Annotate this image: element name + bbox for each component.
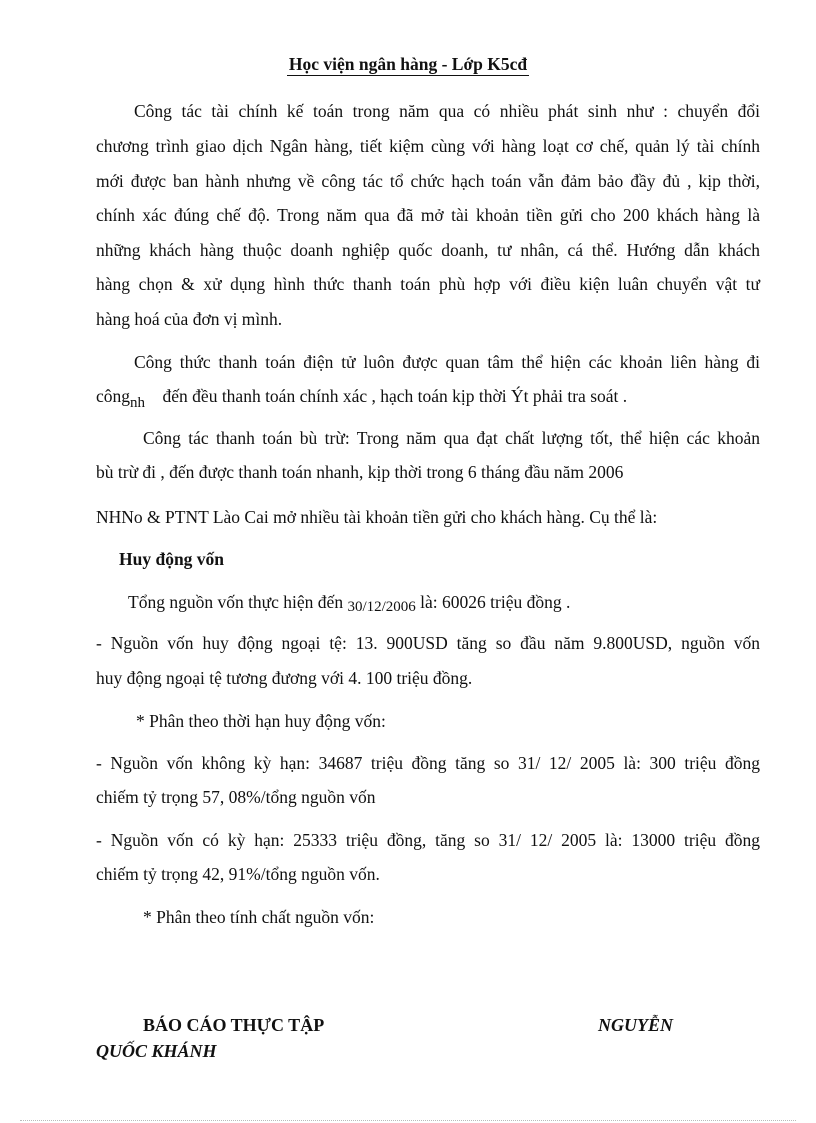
paragraph-1-line-3: mới được ban hành nhưng về công tác tổ chức hạch toán vẫn đảm bảo đầy đủ , kịp thời,	[96, 171, 760, 191]
page-bottom-divider	[20, 1120, 796, 1121]
total-line-date: 30/12/2006	[347, 599, 416, 615]
foreign-currency-line-2: huy động ngoại tệ tương đương với 4. 100 triệu đồng.	[96, 668, 473, 688]
paragraph-2-line-2	[96, 385, 627, 409]
paragraph-2-line-1: Công thức thanh toán điện tử luôn được quan tâm thể hiện các khoản liên hàng đi	[134, 352, 760, 372]
by-term-heading: * Phân theo thời hạn huy động vốn:	[136, 711, 386, 731]
term-line-2: chiếm tỷ trọng 42, 91%/tổng nguồn vốn.	[96, 864, 380, 884]
foreign-currency-line-1: - Nguồn vốn huy động ngoại tệ: 13. 900USD tăng so đầu năm 9.800USD, nguồn vốn	[96, 633, 760, 653]
paragraph-1-line-6: hàng chọn & xử dụng hình thức thanh toán phù hợp với điều kiện luân chuyển vật tư	[96, 274, 760, 294]
paragraph-3-line-1: Công tác thanh toán bù trừ: Trong năm qua đạt chất lượng tốt, thể hiện các khoản	[143, 428, 760, 448]
by-nature-heading: * Phân theo tính chất nguồn vốn:	[143, 907, 375, 927]
paragraph-1-line-2: chương trình giao dịch Ngân hàng, tiết kiệm cùng với hàng loạt cơ chế, quản lý tài chính	[96, 136, 760, 156]
non-term-line-1: - Nguồn vốn không kỳ hạn: 34687 triệu đồng tăng so 31/ 12/ 2005 là: 300 triệu đồng	[96, 753, 760, 773]
footer-author-last: QUỐC KHÁNH	[96, 1041, 217, 1061]
paragraph-1-line-1: Công tác tài chính kế toán trong năm qua có nhiều phát sinh như : chuyển đổi	[134, 101, 760, 121]
footer-author-first: NGUYỄN	[598, 1015, 673, 1035]
total-line-end: là: 60026 triệu đồng .	[420, 592, 571, 612]
page-header	[0, 53, 816, 75]
paragraph-2-subscript: nh	[130, 395, 146, 411]
footer-report-label: BÁO CÁO THỰC TẬP	[143, 1015, 325, 1035]
non-term-line-2: chiếm tỷ trọng 57, 08%/tổng nguồn vốn	[96, 787, 376, 807]
section-heading: Huy động vốn	[119, 549, 225, 569]
paragraph-2-start: công	[96, 386, 131, 406]
paragraph-4: NHNo & PTNT Lào Cai mở nhiều tài khoản tiền gửi cho khách hàng. Cụ thể là:	[96, 507, 658, 527]
paragraph-1-line-4: chính xác đúng chế độ. Trong năm qua đã mở tài khoản tiền gửi cho 200 khách hàng là	[96, 205, 760, 225]
total-line-start: Tổng nguồn vốn thực hiện đến	[128, 592, 344, 612]
term-line-1: - Nguồn vốn có kỳ hạn: 25333 triệu đồng, tăng so 31/ 12/ 2005 là: 13000 triệu đồng	[96, 830, 760, 850]
paragraph-2-end: đến đều thanh toán chính xác , hạch toán kịp thời Ýt phải tra soát .	[162, 386, 628, 406]
header-title: Học viện ngân hàng - Lớp K5cđ	[288, 54, 528, 74]
paragraph-1-line-5: những khách hàng thuộc doanh nghiệp quốc doanh, tư nhân, cá thể. Hướng dẫn khách	[96, 240, 760, 260]
total-line	[128, 591, 570, 615]
paragraph-1-line-7: hàng hoá của đơn vị mình.	[96, 309, 283, 329]
paragraph-3-line-2: bù trừ đi , đến được thanh toán nhanh, kịp thời trong 6 tháng đầu năm 2006	[96, 462, 624, 482]
